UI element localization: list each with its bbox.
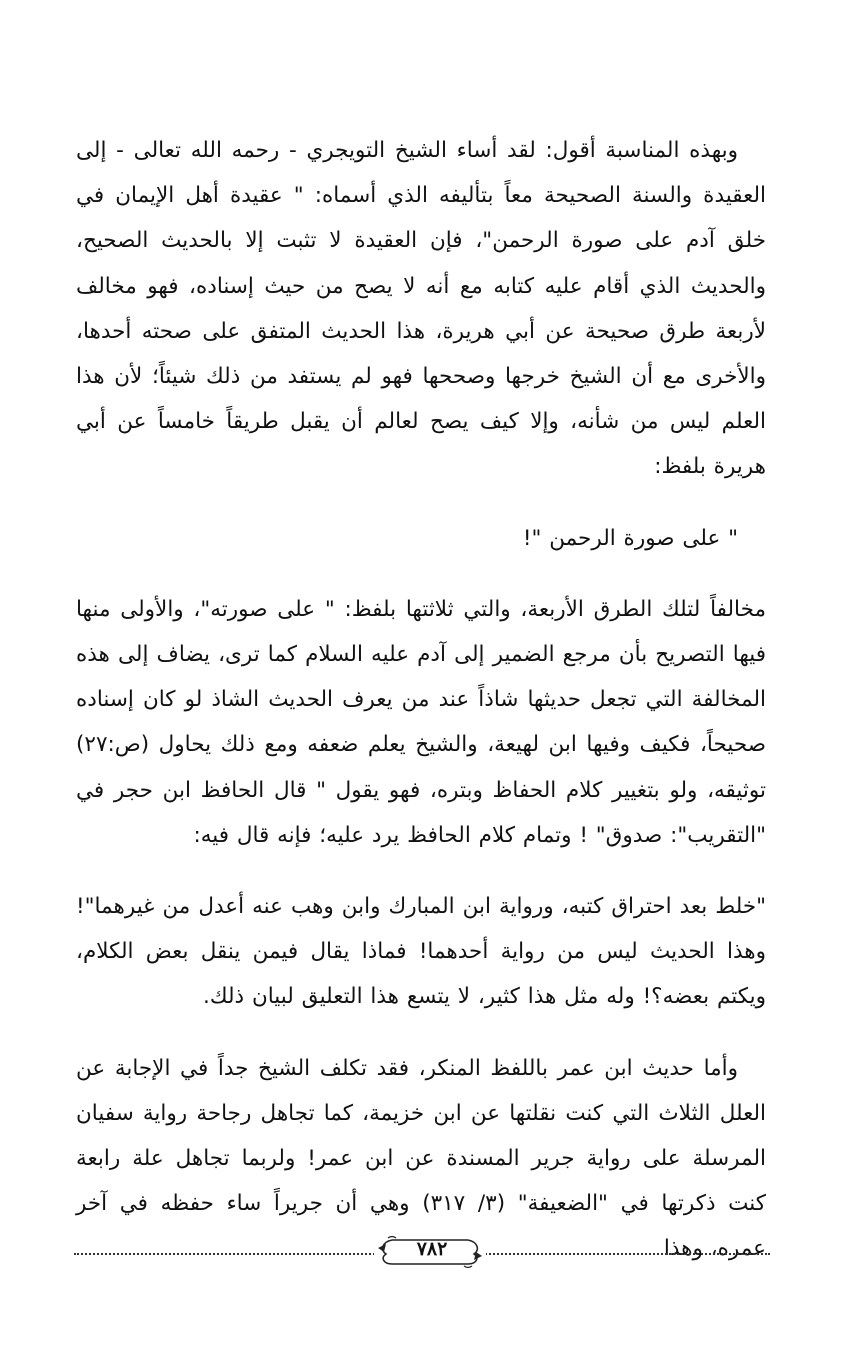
- paragraph-2-quote: " على صورة الرحمن "!: [522, 525, 738, 551]
- page-body: [76, 128, 766, 1298]
- paragraph-5: وأما حديث ابن عمر باللفظ المنكر، فقد تكلف الشيخ جداً في الإجابة عن العلل الثلاث التي كنت نقلتها عن ابن خزيمة، كما تجاهل رجاحة رواية سفيان المرسلة على رواية جرير المسندة عن ابن عمر! ولربما تجاهل علة رابعة كنت ذكرتها في "الضعيفة" (٣/ ٣١٧) وهي أن جريراً ساء حفظه في آخر عمره، وهذا: [76, 1055, 766, 1262]
- paragraph-4-quote: "خلط بعد احتراق كتبه، ورواية ابن المبارك وابن وهب عنه أعدل من غيرهما"! وهذا الحديث ليس من رواية أحدهما! فماذا يقال فيمن ينقل بعض الكلام، ويكتم بعضه؟! وله مثل هذا كثير، لا يتسع هذا التعليق لبيان ذلك.: [76, 894, 766, 1010]
- paragraph-3: مخالفاً لتلك الطرق الأربعة، والتي ثلاثتها بلفظ: " على صورته"، والأولى منها فيها التصريح بأن مرجع الضمير إلى آدم عليه السلام كما ترى، يضاف إلى هذه المخالفة التي تجعل حديثها شاذاً عند من يعرف الحديث الشاذ لو كان إسناده صحيحاً، فكيف وفيها ابن لهيعة، والشيخ يعلم ضعفه ومع ذلك يحاول (ص:٢٧) توثيقه، ولو بتغيير كلام الحفاظ وبتره، فهو يقول " قال الحافظ ابن حجر في "التقريب": صدوق" ! وتمام كلام الحافظ يرد عليه؛ فإنه قال فيه:: [76, 596, 766, 848]
- paragraph-1: وبهذه المناسبة أقول: لقد أساء الشيخ التويجري - رحمه الله تعالى - إلى العقيدة والسنة الصحيحة معاً بتأليفه الذي أسماه: " عقيدة أهل الإيمان في خلق آدم على صورة الرحمن"، فإن العقيدة لا تثبت إلا بالحديث الصحيح، والحديث الذي أقام عليه كتابه مع أنه لا يصح من حيث إسناده، فهو مخالف لأربعة طرق صحيحة عن أبي هريرة، هذا الحديث المتفق على صحته أحدها، والأخرى مع أن الشيخ خرجها وصححها فهو لم يستفد من ذلك شيئاً؛ لأن هذا العلم ليس من شأنه، وإلا كيف يصح لعالم أن يقبل طريقاً خامساً عن أبي هريرة بلفظ:: [76, 138, 766, 480]
- page-number-frame: [374, 1234, 486, 1270]
- page-footer: [74, 1232, 770, 1272]
- page-number: ٧٨٢: [416, 1238, 448, 1260]
